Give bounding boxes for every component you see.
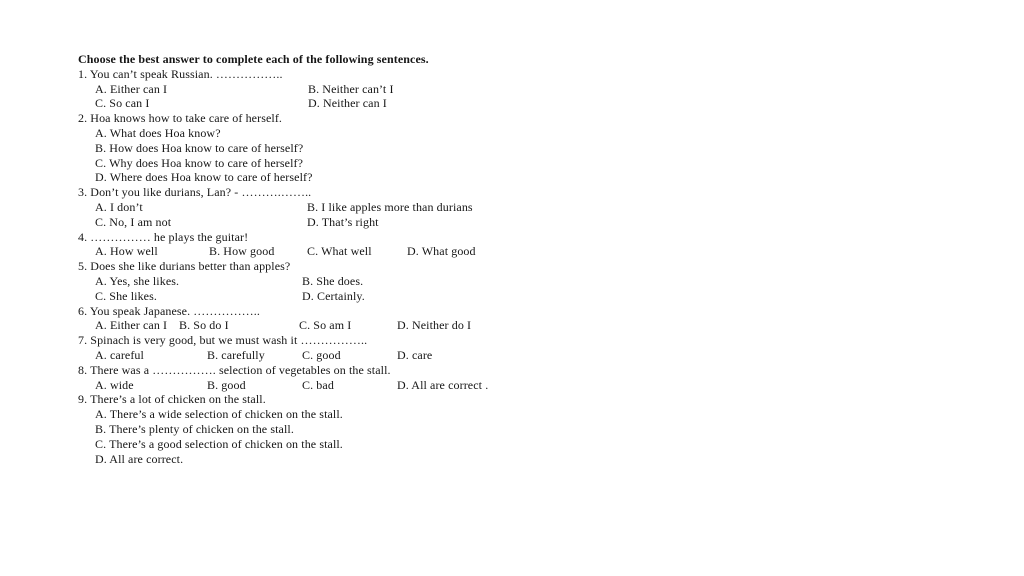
option-1d: D. Neither can I [308, 96, 387, 111]
question-7-stem: 7. Spinach is very good, but we must wash it …………….. [78, 333, 368, 348]
option-4d: D. What good [407, 244, 476, 259]
option-4a: A. How well [95, 244, 158, 259]
option-3d: D. That’s right [307, 214, 379, 229]
question-8-stem: 8. There was a ……………. selection of vegetables on the stall. [78, 362, 391, 377]
option-6d: D. Neither do I [397, 318, 472, 333]
option-5b: B. She does. [302, 273, 364, 288]
option-9b: B. There’s plenty of chicken on the stall. [95, 421, 294, 436]
question-3-options-row-2 [78, 215, 548, 230]
question-5-options-row-2 [78, 289, 548, 304]
question-2-options-row-4 [78, 170, 548, 185]
option-8b: B. good [207, 377, 246, 392]
option-9a: A. There’s a wide selection of chicken on the stall. [95, 407, 343, 422]
option-2c: C. Why does Hoa know to care of herself? [95, 155, 304, 170]
question-3-stem: 3. Don’t you like durians, Lan? - ……….…….. [78, 185, 312, 200]
option-6c: C. So am I [299, 318, 352, 333]
option-4b: B. How good [209, 244, 275, 259]
exam-page [78, 52, 548, 466]
option-6a: A. Either can I [95, 318, 168, 333]
option-2a: A. What does Hoa know? [95, 125, 221, 140]
question-9-stem: 9. There’s a lot of chicken on the stall. [78, 392, 266, 407]
option-5a: A. Yes, she likes. [95, 273, 180, 288]
option-9d: D. All are correct. [95, 451, 184, 466]
question-9-options-row-1 [78, 407, 548, 422]
option-1a: A. Either can I [95, 81, 168, 96]
question-1-options-row-2 [78, 96, 548, 111]
option-1b: B. Neither can’t I [308, 81, 394, 96]
option-7a: A. careful [95, 347, 144, 362]
option-7c: C. good [302, 347, 341, 362]
question-6-stem: 6. You speak Japanese. …………….. [78, 303, 260, 318]
question-2-stem: 2. Hoa knows how to take care of herself. [78, 111, 283, 126]
option-2b: B. How does Hoa know to care of herself? [95, 140, 304, 155]
question-8-options-row-1 [78, 378, 548, 393]
question-2-options-row-3 [78, 156, 548, 171]
exam-title: Choose the best answer to complete each of the following sentences. [78, 52, 429, 66]
question-3-options-row-1 [78, 200, 548, 215]
question-9-options-row-2 [78, 422, 548, 437]
option-5c: C. She likes. [95, 288, 157, 303]
question-5-options-row-1 [78, 274, 548, 289]
question-9-options-row-4 [78, 452, 548, 467]
option-6b: B. So do I [179, 318, 229, 333]
option-3c: C. No, I am not [95, 214, 172, 229]
question-1-options-row-1 [78, 82, 548, 97]
question-4-options-row-1 [78, 244, 548, 259]
option-5d: D. Certainly. [302, 288, 365, 303]
option-7d: D. care [397, 347, 433, 362]
question-2-options-row-1 [78, 126, 548, 141]
question-2-options-row-2 [78, 141, 548, 156]
option-8a: A. wide [95, 377, 134, 392]
option-7b: B. carefully [207, 347, 265, 362]
option-8c: C. bad [302, 377, 334, 392]
option-3b: B. I like apples more than durians [307, 199, 473, 214]
option-1c: C. So can I [95, 96, 150, 111]
option-9c: C. There’s a good selection of chicken on the stall. [95, 436, 343, 451]
question-7-options-row-1 [78, 348, 548, 363]
option-3a: A. I don’t [95, 199, 143, 214]
option-8d: D. All are correct . [397, 377, 489, 392]
option-2d: D. Where does Hoa know to care of herself? [95, 170, 313, 185]
option-4c: C. What well [307, 244, 372, 259]
question-5-stem: 5. Does she like durians better than apples? [78, 259, 291, 274]
question-4-stem: 4. …………… he plays the guitar! [78, 229, 249, 244]
question-9-options-row-3 [78, 437, 548, 452]
question-1-stem: 1. You can’t speak Russian. …………….. [78, 66, 283, 81]
question-6-options-row-1 [78, 318, 548, 333]
